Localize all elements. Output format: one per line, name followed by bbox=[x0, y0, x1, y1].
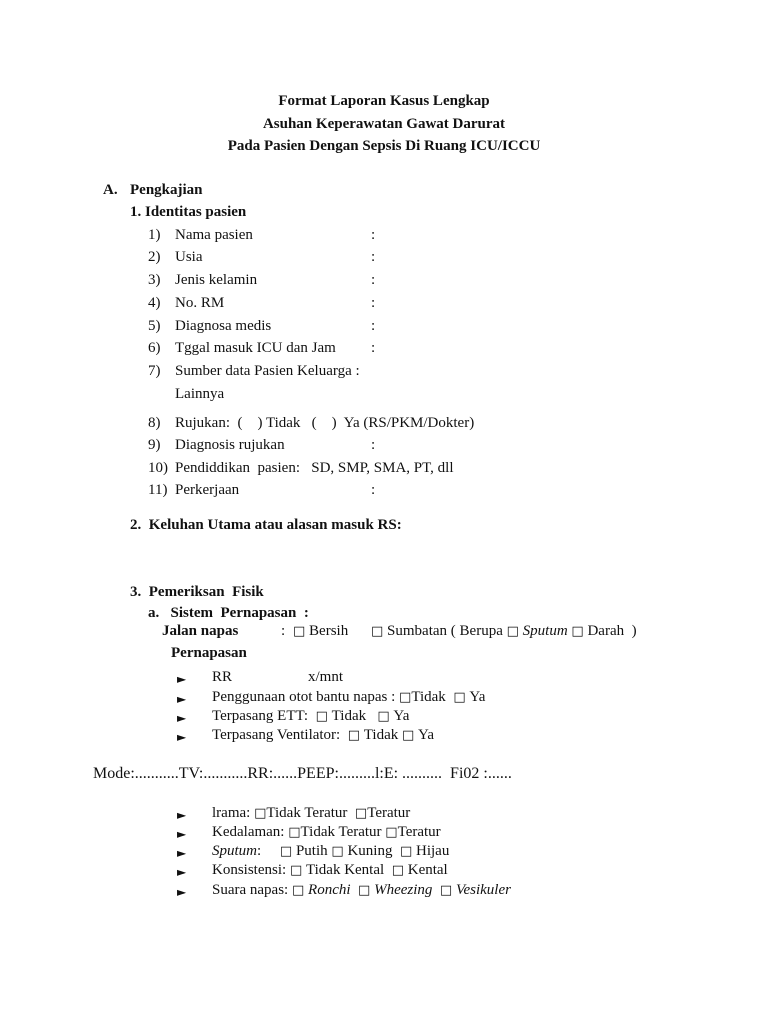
arrow-bullet-icon: ► bbox=[177, 846, 187, 860]
checkbox-icon: □ bbox=[439, 883, 453, 898]
ventilator-row bbox=[212, 726, 434, 745]
identitas-label-nama: Nama pasien bbox=[175, 227, 253, 243]
kuning-label: Kuning bbox=[347, 843, 393, 859]
tidak-label: Tidak bbox=[331, 708, 367, 724]
sistem-pernapasan-heading: a. Sistem Pernapasan : bbox=[148, 605, 309, 621]
document-title-line-1: Format Laporan Kasus Lengkap bbox=[278, 93, 490, 109]
checkbox-icon: □ bbox=[506, 624, 519, 639]
identitas-num-10: 10) bbox=[148, 460, 168, 476]
identitas-num-5: 5) bbox=[148, 318, 161, 334]
checkbox-icon: □ bbox=[354, 806, 368, 821]
identitas-num-11: 11) bbox=[148, 482, 168, 498]
document-title-line-3: Pada Pasien Dengan Sepsis Di Ruang ICU/ICCU bbox=[227, 138, 541, 154]
bersih-label: Bersih bbox=[309, 623, 349, 639]
identitas-label-rujukan: Rujukan: ( ) Tidak ( ) Ya (RS/PKM/Dokter) bbox=[175, 415, 475, 431]
sputum-row bbox=[212, 842, 449, 861]
suara-napas-row bbox=[212, 881, 511, 900]
suara-napas-label: Suara napas: bbox=[212, 882, 289, 898]
identitas-colon-jenis-kelamin: : bbox=[371, 272, 376, 288]
arrow-bullet-icon: ► bbox=[177, 885, 187, 899]
checkbox-icon: □ bbox=[279, 844, 293, 859]
vesikuler-label: Vesikuler bbox=[455, 882, 511, 898]
checkbox-icon: □ bbox=[399, 690, 412, 705]
jalan-napas-label: Jalan napas bbox=[162, 623, 239, 639]
sumbatan-option bbox=[371, 622, 637, 641]
identitas-num-4: 4) bbox=[148, 295, 161, 311]
arrow-bullet-icon: ► bbox=[177, 808, 187, 822]
identitas-num-6: 6) bbox=[148, 340, 161, 356]
identitas-num-3: 3) bbox=[148, 272, 161, 288]
tidak-teratur-label: Tidak Teratur bbox=[300, 824, 382, 840]
ett-label: Terpasang ETT: bbox=[212, 708, 309, 724]
konsistensi-row bbox=[212, 861, 448, 880]
hijau-label: Hijau bbox=[416, 843, 450, 859]
identitas-heading: 1. Identitas pasien bbox=[130, 204, 247, 220]
checkbox-icon: □ bbox=[291, 883, 305, 898]
identitas-label-lainnya: Lainnya bbox=[175, 386, 225, 402]
arrow-bullet-icon: ► bbox=[177, 865, 187, 879]
checkbox-icon: □ bbox=[288, 825, 301, 840]
keluhan-heading: 2. Keluhan Utama atau alasan masuk RS: bbox=[130, 517, 402, 533]
checkbox-icon: □ bbox=[571, 624, 584, 639]
identitas-num-2: 2) bbox=[148, 249, 161, 265]
sputum-option-label: Sputum bbox=[522, 623, 568, 639]
section-a-title: Pengkajian bbox=[130, 182, 203, 198]
identitas-colon-no-rm: : bbox=[371, 295, 376, 311]
konsistensi-label: Konsistensi: bbox=[212, 862, 287, 878]
checkbox-icon: □ bbox=[254, 806, 267, 821]
ventilator-mode-line: Mode:...........TV:...........RR:......PEEP:.........l:E: .......... Fi02 :...... bbox=[93, 765, 512, 782]
ya-label: Ya bbox=[418, 727, 435, 743]
section-a-marker: A. bbox=[103, 182, 118, 198]
irama-row bbox=[212, 804, 410, 823]
ya-label: Ya bbox=[469, 689, 486, 705]
ett-row bbox=[212, 707, 409, 726]
ya-label: Ya bbox=[393, 708, 410, 724]
kedalaman-row bbox=[212, 823, 441, 842]
tidak-label: Tidak bbox=[363, 727, 399, 743]
identitas-label-pendidikan: Pendiddikan pasien: SD, SMP, SMA, PT, dll bbox=[175, 460, 454, 476]
ventilator-label: Terpasang Ventilator: bbox=[212, 727, 341, 743]
checkbox-icon: □ bbox=[391, 863, 404, 878]
otot-bantu-row bbox=[212, 688, 485, 707]
identitas-colon-tggal-masuk: : bbox=[371, 340, 376, 356]
sputum-colon: : bbox=[257, 843, 262, 859]
checkbox-icon: □ bbox=[358, 883, 371, 898]
identitas-colon-usia: : bbox=[371, 249, 376, 265]
tidak-teratur-label: Tidak Teratur bbox=[266, 805, 348, 821]
irama-label: lrama: bbox=[212, 805, 251, 821]
identitas-label-usia: Usia bbox=[175, 249, 203, 265]
sumbatan-label: Sumbatan ( Berupa bbox=[387, 623, 503, 639]
identitas-label-tggal-masuk: Tggal masuk ICU dan Jam bbox=[175, 340, 336, 356]
checkbox-icon: □ bbox=[371, 624, 384, 639]
identitas-num-9: 9) bbox=[148, 437, 161, 453]
arrow-bullet-icon: ► bbox=[177, 692, 187, 706]
checkbox-icon: □ bbox=[347, 728, 361, 743]
identitas-num-7: 7) bbox=[148, 363, 161, 379]
checkbox-icon: □ bbox=[331, 844, 344, 859]
identitas-num-8: 8) bbox=[148, 415, 161, 431]
identitas-colon-nama: : bbox=[371, 227, 376, 243]
tidak-kental-label: Tidak Kental bbox=[305, 862, 385, 878]
pernapasan-label: Pernapasan bbox=[171, 645, 247, 661]
putih-label: Putih bbox=[295, 843, 328, 859]
arrow-bullet-icon: ► bbox=[177, 827, 187, 841]
jalan-napas-colon: : bbox=[281, 623, 286, 639]
checkbox-icon: □ bbox=[385, 825, 398, 840]
rr-unit: x/mnt bbox=[308, 669, 344, 685]
checkbox-icon: □ bbox=[399, 844, 413, 859]
identitas-num-1: 1) bbox=[148, 227, 161, 243]
wheezing-label: Wheezing bbox=[374, 882, 433, 898]
arrow-bullet-icon: ► bbox=[177, 672, 187, 686]
checkbox-icon: □ bbox=[289, 863, 303, 878]
darah-label: Darah ) bbox=[587, 623, 637, 639]
identitas-label-no-rm: No. RM bbox=[175, 295, 225, 311]
identitas-colon-diagnosis-rujukan: : bbox=[371, 437, 376, 453]
identitas-label-diagnosa: Diagnosa medis bbox=[175, 318, 272, 334]
kental-label: Kental bbox=[407, 862, 448, 878]
identitas-label-perkerjaan: Perkerjaan bbox=[175, 482, 240, 498]
checkbox-icon: □ bbox=[377, 709, 390, 724]
checkbox-icon: □ bbox=[453, 690, 466, 705]
identitas-colon-perkerjaan: : bbox=[371, 482, 376, 498]
teratur-label: Teratur bbox=[397, 824, 441, 840]
teratur-label: Teratur bbox=[367, 805, 411, 821]
arrow-bullet-icon: ► bbox=[177, 711, 187, 725]
bersih-option bbox=[293, 622, 348, 641]
checkbox-icon: □ bbox=[315, 709, 328, 724]
identitas-label-sumber-data: Sumber data Pasien Keluarga : bbox=[175, 363, 360, 379]
checkbox-icon: □ bbox=[401, 728, 415, 743]
document-title-line-2: Asuhan Keperawatan Gawat Darurat bbox=[262, 116, 506, 132]
checkbox-icon: □ bbox=[293, 624, 306, 639]
pemeriksaan-heading: 3. Pemeriksan Fisik bbox=[130, 584, 264, 600]
ronchi-label: Ronchi bbox=[308, 882, 351, 898]
identitas-label-diagnosis-rujukan: Diagnosis rujukan bbox=[175, 437, 285, 453]
rr-label: RR bbox=[212, 669, 233, 685]
tidak-label: Tidak bbox=[411, 689, 446, 705]
arrow-bullet-icon: ► bbox=[177, 730, 187, 744]
identitas-colon-diagnosa: : bbox=[371, 318, 376, 334]
sputum-label: Sputum bbox=[212, 843, 257, 859]
otot-bantu-label: Penggunaan otot bantu napas : bbox=[212, 689, 396, 705]
identitas-label-jenis-kelamin: Jenis kelamin bbox=[175, 272, 258, 288]
kedalaman-label: Kedalaman: bbox=[212, 824, 285, 840]
